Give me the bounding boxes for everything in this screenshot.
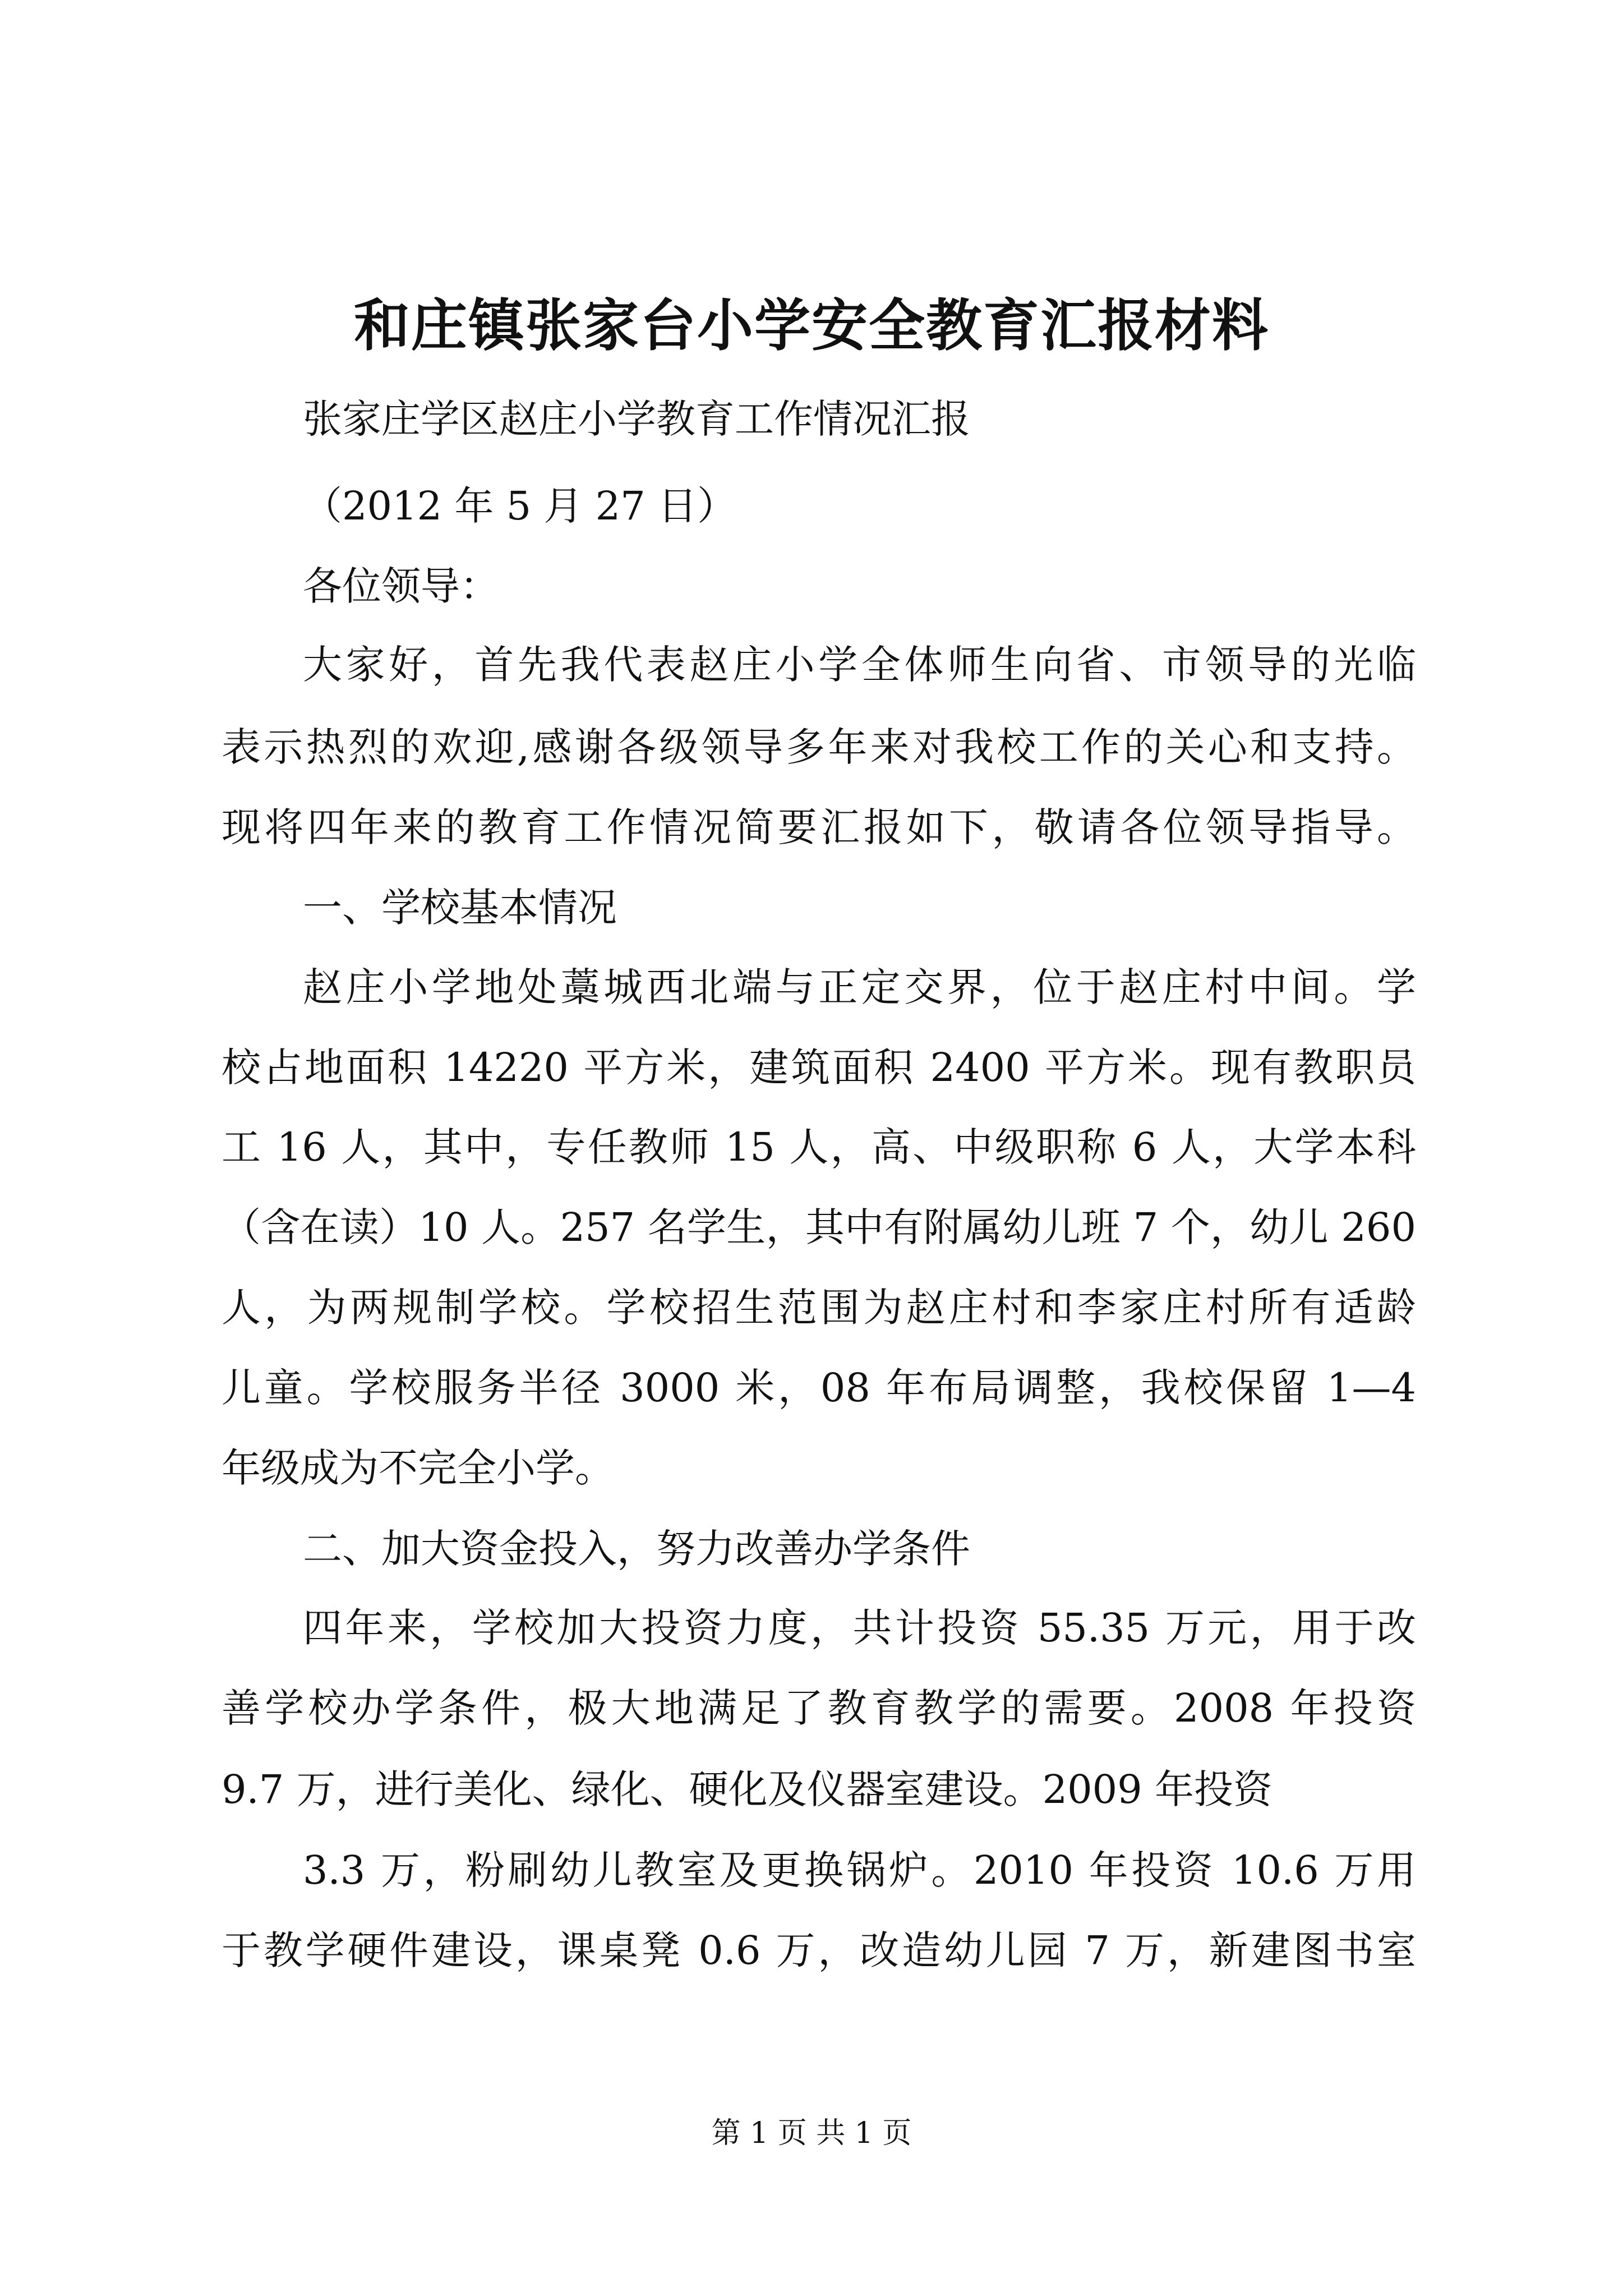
body-line: 年级成为不完全小学。	[222, 1445, 614, 1491]
body-line: 人，为两规制学校。学校招生范围为赵庄村和李家庄村所有适龄	[222, 1285, 1416, 1331]
body-line: 儿童。学校服务半径 3000 米，08 年布局调整，我校保留 1—4	[222, 1365, 1416, 1411]
salutation-line: 各位领导：	[303, 563, 499, 609]
body-line: 9.7 万，进行美化、绿化、硬化及仪器室建设。2009 年投资	[222, 1766, 1272, 1812]
page-number-footer: 第 1 页 共 1 页	[711, 2116, 912, 2150]
section-heading: 一、学校基本情况	[303, 885, 617, 931]
body-line: 校占地面积 14220 平方米，建筑面积 2400 平方米。现有教职员	[222, 1045, 1416, 1091]
body-line: 现将四年来的教育工作情况简要汇报如下，敬请各位领导指导。	[222, 804, 1416, 850]
body-line: （含在读）10 人。257 名学生，其中有附属幼儿班 7 个，幼儿 260	[222, 1204, 1416, 1250]
body-line: 工 16 人，其中，专任教师 15 人，高、中级职称 6 人，大学本科	[222, 1124, 1416, 1170]
subtitle-line: 张家庄学区赵庄小学教育工作情况汇报	[303, 396, 970, 442]
body-line: 3.3 万，粉刷幼儿教室及更换锅炉。2010 年投资 10.6 万用	[303, 1847, 1416, 1893]
date-line: （2012 年 5 月 27 日）	[303, 483, 737, 529]
body-line: 赵庄小学地处藁城西北端与正定交界，位于赵庄村中间。学	[303, 964, 1416, 1010]
body-line: 于教学硬件建设，课桌凳 0.6 万，改造幼儿园 7 万，新建图书室	[222, 1927, 1416, 1973]
body-line: 表示热烈的欢迎,感谢各级领导多年来对我校工作的关心和支持。	[222, 724, 1416, 770]
section-heading: 二、加大资金投入，努力改善办学条件	[303, 1526, 970, 1572]
body-line: 大家好，首先我代表赵庄小学全体师生向省、市领导的光临	[303, 642, 1416, 688]
body-line: 善学校办学条件，极大地满足了教育教学的需要。2008 年投资	[222, 1685, 1416, 1731]
document-title: 和庄镇张家台小学安全教育汇报材料	[354, 292, 1269, 358]
body-line: 四年来，学校加大投资力度，共计投资 55.35 万元，用于改	[303, 1605, 1416, 1651]
